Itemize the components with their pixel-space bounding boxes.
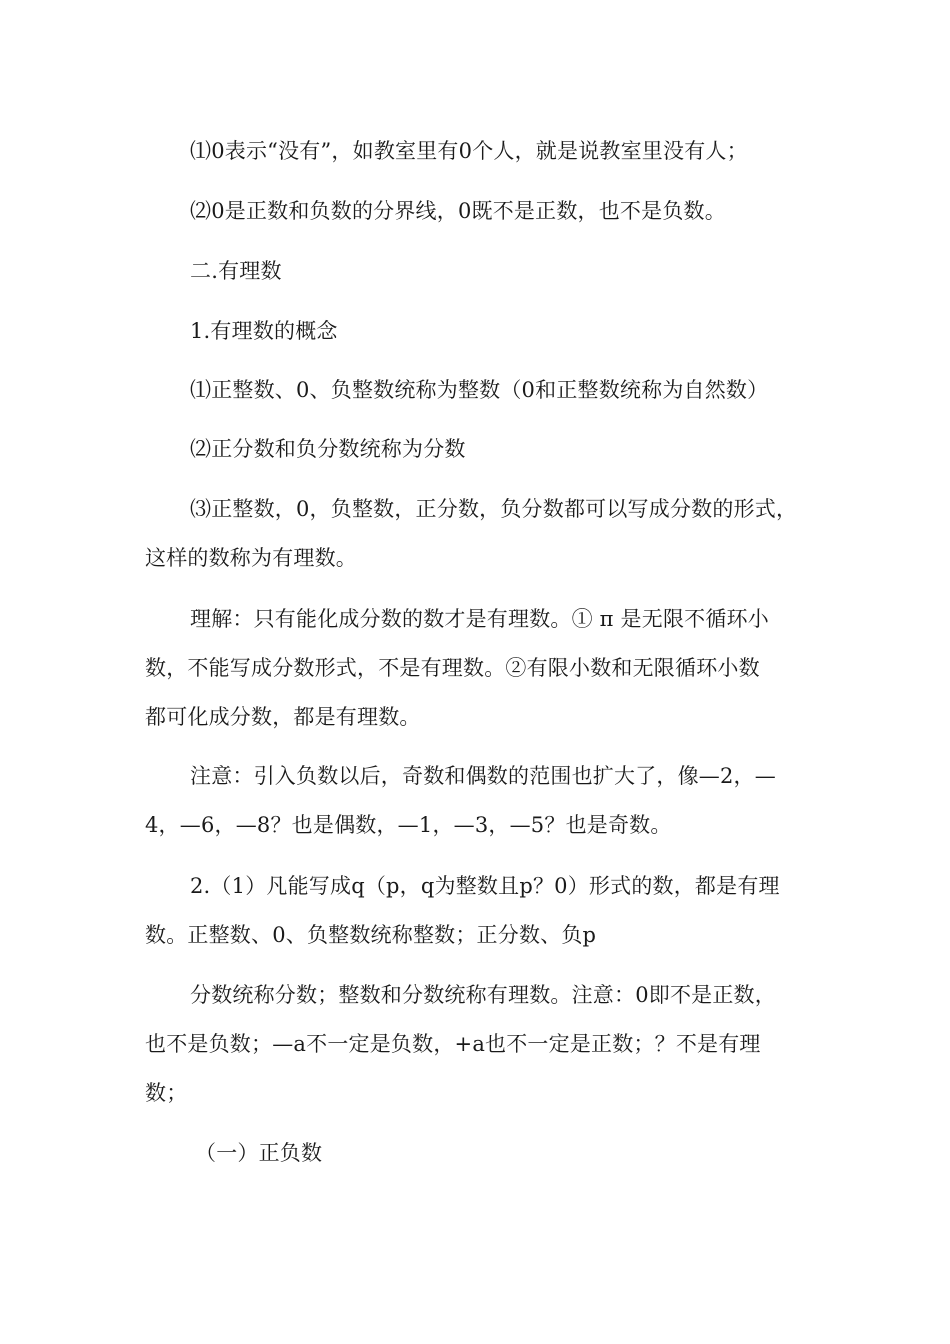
subsection-heading-concept: 1.有理数的概念 [190, 319, 338, 343]
paragraph-fractions: ⑵正分数和负分数统称为分数 [190, 437, 466, 461]
paragraph-point2-line1: 2.（1）凡能写成q（p，q为整数且p？0）形式的数，都是有理 [190, 874, 780, 898]
paragraph-rational-definition-line1: ⑶正整数，0，负整数，正分数，负分数都可以写成分数的形式， [190, 497, 798, 521]
paragraph-understanding-line3: 都可化成分数，都是有理数。 [145, 705, 421, 729]
paragraph-classification-line1: 分数统称分数；整数和分数统称有理数。注意：0即不是正数， [190, 983, 776, 1007]
paragraph-zero-meaning: ⑴0表示“没有”，如教室里有0个人，就是说教室里没有人； [190, 139, 748, 163]
paragraph-point2-line2: 数。正整数、0、负整数统称整数；正分数、负p [145, 923, 597, 947]
section-heading-rational-numbers: 二.有理数 [190, 259, 282, 283]
paragraph-note-line1: 注意：引入负数以后，奇数和偶数的范围也扩大了，像—2，— [190, 764, 776, 788]
paragraph-rational-definition-line2: 这样的数称为有理数。 [145, 546, 357, 570]
paragraph-understanding-line1: 理解：只有能化成分数的数才是有理数。① π 是无限不循环小 [190, 607, 769, 631]
paragraph-understanding-line2: 数，不能写成分数形式，不是有理数。②有限小数和无限循环小数 [145, 656, 760, 680]
paragraph-zero-boundary: ⑵0是正数和负数的分界线，0既不是正数，也不是负数。 [190, 199, 726, 223]
paragraph-note-line2: 4，—6，—8？也是偶数，—1，—3，—5？也是奇数。 [145, 813, 672, 837]
paragraph-classification-line3: 数； [145, 1081, 188, 1105]
paragraph-integers: ⑴正整数、0、负整数统称为整数（0和正整数统称为自然数） [190, 378, 769, 402]
section-heading-positive-negative: （一）正负数 [195, 1141, 323, 1165]
paragraph-classification-line2: 也不是负数；—a不一定是负数，+a也不一定是正数；？不是有理 [145, 1032, 761, 1056]
